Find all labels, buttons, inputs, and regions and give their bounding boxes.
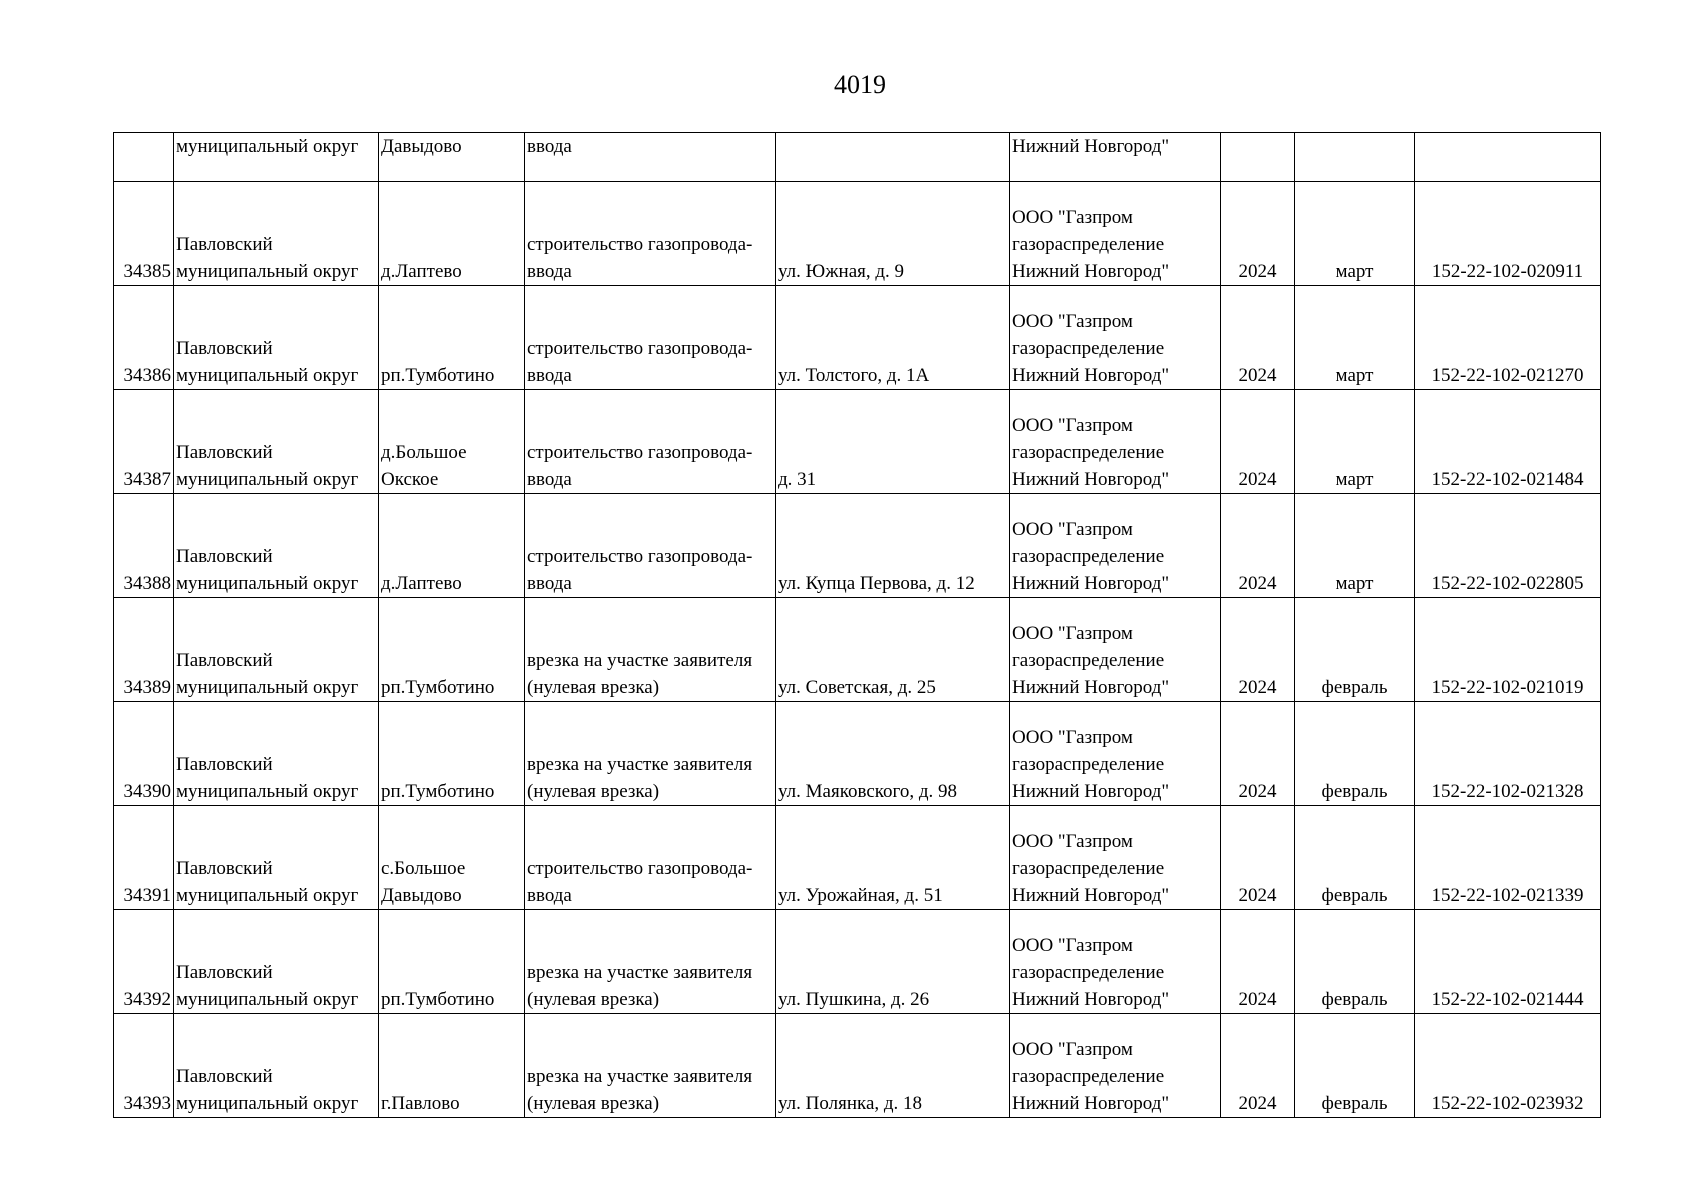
- cell-district: Павловский муниципальный округ: [174, 598, 379, 702]
- cell-number: 34393: [114, 1014, 174, 1118]
- cell-year: 2024: [1221, 598, 1295, 702]
- cell-work-type: строительство газопровода- ввода: [525, 494, 776, 598]
- cell-code: 152-22-102-020911: [1415, 182, 1601, 286]
- cell-work-type: строительство газопровода- ввода: [525, 390, 776, 494]
- cell-month: февраль: [1295, 702, 1415, 806]
- cell-work-type: врезка на участке заявителя (нулевая врезка): [525, 598, 776, 702]
- cell-organization: ООО "Газпром газораспределение Нижний Новгород": [1010, 182, 1221, 286]
- cell-district: Павловский муниципальный округ: [174, 286, 379, 390]
- cell-address: ул. Толстого, д. 1А: [776, 286, 1010, 390]
- cell-organization: ООО "Газпром газораспределение Нижний Новгород": [1010, 598, 1221, 702]
- cell-address: [776, 133, 1010, 182]
- cell-organization: ООО "Газпром газораспределение Нижний Новгород": [1010, 1014, 1221, 1118]
- cell-district: Павловский муниципальный округ: [174, 182, 379, 286]
- cell-address: ул. Советская, д. 25: [776, 598, 1010, 702]
- cell-work-type: строительство газопровода- ввода: [525, 182, 776, 286]
- cell-address: ул. Маяковского, д. 98: [776, 702, 1010, 806]
- cell-year: 2024: [1221, 494, 1295, 598]
- cell-year: 2024: [1221, 806, 1295, 910]
- table-row: [114, 494, 1601, 598]
- cell-code: 152-22-102-022805: [1415, 494, 1601, 598]
- cell-district: Павловский муниципальный округ: [174, 910, 379, 1014]
- table-row: [114, 390, 1601, 494]
- cell-organization: ООО "Газпром газораспределение Нижний Новгород": [1010, 806, 1221, 910]
- cell-district: Павловский муниципальный округ: [174, 806, 379, 910]
- cell-number: 34389: [114, 598, 174, 702]
- cell-month: февраль: [1295, 910, 1415, 1014]
- cell-number: 34387: [114, 390, 174, 494]
- table-row: [114, 806, 1601, 910]
- cell-year: 2024: [1221, 1014, 1295, 1118]
- cell-number: [114, 133, 174, 182]
- cell-number: 34388: [114, 494, 174, 598]
- cell-work-type: ввода: [525, 133, 776, 182]
- table-row: [114, 182, 1601, 286]
- registry-table: [113, 132, 1601, 1118]
- cell-address: ул. Южная, д. 9: [776, 182, 1010, 286]
- cell-month: март: [1295, 286, 1415, 390]
- cell-number: 34391: [114, 806, 174, 910]
- cell-code: [1415, 133, 1601, 182]
- cell-month: февраль: [1295, 806, 1415, 910]
- cell-organization: Нижний Новгород": [1010, 133, 1221, 182]
- cell-district: Павловский муниципальный округ: [174, 494, 379, 598]
- cell-code: 152-22-102-021328: [1415, 702, 1601, 806]
- cell-locality: рп.Тумботино: [379, 598, 525, 702]
- cell-number: 34390: [114, 702, 174, 806]
- cell-number: 34385: [114, 182, 174, 286]
- cell-locality: д.Большое Окское: [379, 390, 525, 494]
- cell-year: 2024: [1221, 286, 1295, 390]
- cell-year: 2024: [1221, 702, 1295, 806]
- cell-district: муниципальный округ: [174, 133, 379, 182]
- table-row: [114, 286, 1601, 390]
- cell-work-type: врезка на участке заявителя (нулевая врезка): [525, 1014, 776, 1118]
- cell-number: 34386: [114, 286, 174, 390]
- cell-month: март: [1295, 494, 1415, 598]
- table-row: [114, 702, 1601, 806]
- cell-organization: ООО "Газпром газораспределение Нижний Новгород": [1010, 286, 1221, 390]
- cell-work-type: врезка на участке заявителя (нулевая врезка): [525, 702, 776, 806]
- cell-code: 152-22-102-021339: [1415, 806, 1601, 910]
- cell-locality: рп.Тумботино: [379, 286, 525, 390]
- cell-address: ул. Купца Первова, д. 12: [776, 494, 1010, 598]
- cell-month: февраль: [1295, 1014, 1415, 1118]
- cell-year: 2024: [1221, 390, 1295, 494]
- cell-code: 152-22-102-021270: [1415, 286, 1601, 390]
- cell-month: февраль: [1295, 598, 1415, 702]
- cell-district: Павловский муниципальный округ: [174, 1014, 379, 1118]
- cell-organization: ООО "Газпром газораспределение Нижний Новгород": [1010, 494, 1221, 598]
- table-body: [114, 133, 1601, 1118]
- cell-address: ул. Пушкина, д. 26: [776, 910, 1010, 1014]
- cell-code: 152-22-102-021444: [1415, 910, 1601, 1014]
- cell-organization: ООО "Газпром газораспределение Нижний Новгород": [1010, 910, 1221, 1014]
- cell-locality: рп.Тумботино: [379, 910, 525, 1014]
- cell-year: 2024: [1221, 182, 1295, 286]
- cell-address: ул. Урожайная, д. 51: [776, 806, 1010, 910]
- cell-month: март: [1295, 182, 1415, 286]
- cell-locality: д.Лаптево: [379, 494, 525, 598]
- cell-district: Павловский муниципальный округ: [174, 390, 379, 494]
- cell-month: март: [1295, 390, 1415, 494]
- cell-locality: д.Лаптево: [379, 182, 525, 286]
- cell-organization: ООО "Газпром газораспределение Нижний Новгород": [1010, 390, 1221, 494]
- cell-locality: Давыдово: [379, 133, 525, 182]
- table-row: [114, 1014, 1601, 1118]
- cell-district: Павловский муниципальный округ: [174, 702, 379, 806]
- cell-code: 152-22-102-021019: [1415, 598, 1601, 702]
- cell-locality: г.Павлово: [379, 1014, 525, 1118]
- table-row-continuation: [114, 133, 1601, 182]
- cell-work-type: строительство газопровода- ввода: [525, 806, 776, 910]
- table-row: [114, 910, 1601, 1014]
- page-number: 4019: [834, 70, 886, 99]
- cell-code: 152-22-102-023932: [1415, 1014, 1601, 1118]
- cell-year: 2024: [1221, 910, 1295, 1014]
- cell-organization: ООО "Газпром газораспределение Нижний Новгород": [1010, 702, 1221, 806]
- cell-work-type: врезка на участке заявителя (нулевая врезка): [525, 910, 776, 1014]
- table-row: [114, 598, 1601, 702]
- cell-code: 152-22-102-021484: [1415, 390, 1601, 494]
- cell-work-type: строительство газопровода- ввода: [525, 286, 776, 390]
- cell-number: 34392: [114, 910, 174, 1014]
- cell-year: [1221, 133, 1295, 182]
- cell-locality: рп.Тумботино: [379, 702, 525, 806]
- cell-address: ул. Полянка, д. 18: [776, 1014, 1010, 1118]
- cell-month: [1295, 133, 1415, 182]
- cell-locality: с.Большое Давыдово: [379, 806, 525, 910]
- cell-address: д. 31: [776, 390, 1010, 494]
